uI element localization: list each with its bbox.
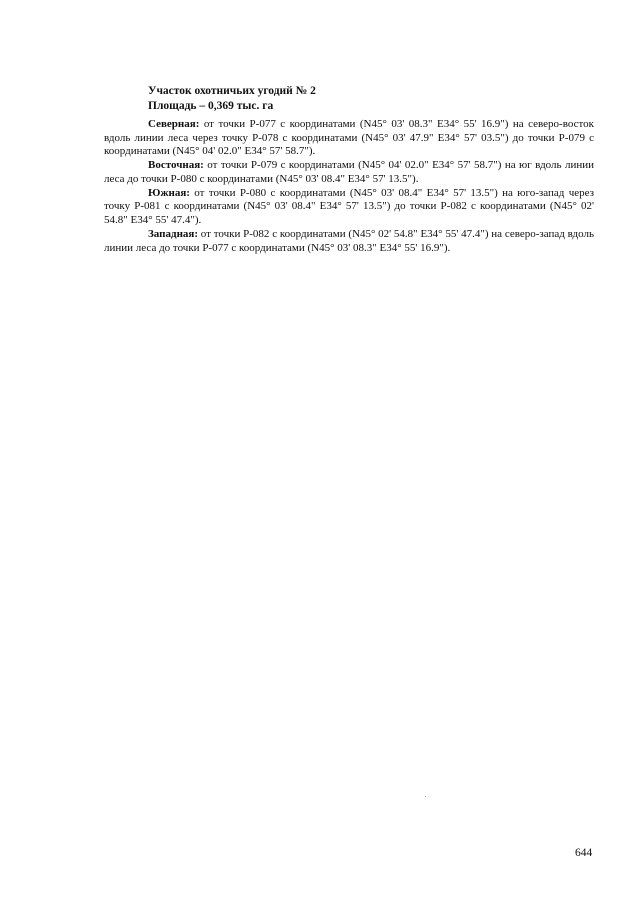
plot-area: Площадь – 0,369 тыс. га: [148, 100, 274, 112]
page-number: 644: [575, 847, 593, 859]
boundary-north: [104, 118, 594, 159]
direction-label: Западная:: [148, 227, 199, 240]
boundary-east: [104, 159, 594, 186]
boundary-text: от точки Р-077 с координатами (N45° 03' 08.3" E34° 55' 16.9") на северо-восток вдоль линии леса через точку Р-078 с координатами (N45° 03' 47.9" E34° 57' 03.5") до точки Р-079 с координатами (N45° 04' 02.0" E34° 57' 58.7").: [104, 118, 594, 158]
boundary-text: от точки Р-079 с координатами (N45° 04' 02.0" E34° 57' 58.7") на юг вдоль линии леса до точки Р-080 с координатами (N45° 03' 08.4" E34° 57' 13.5").: [104, 159, 594, 185]
scan-speck: [425, 796, 426, 797]
direction-label: Восточная:: [148, 159, 204, 172]
boundary-description: [104, 118, 594, 256]
boundary-south: [104, 187, 594, 228]
boundary-text: от точки Р-080 с координатами (N45° 03' 08.4" E34° 57' 13.5") на юго-запад через точку Р-081 с координатами (N45° 03' 08.4" E34° 57' 13.5") до точки Р-082 с координатами (N45° 02' 54.8" E34° 55' 47.4").: [104, 186, 594, 226]
direction-label: Южная:: [148, 186, 190, 199]
plot-title: Участок охотничьих угодий № 2: [148, 85, 316, 97]
boundary-text: от точки Р-082 с координатами (N45° 02' 54.8" E34° 55' 47.4") на северо-запад вдоль линии леса до точки Р-077 с координатами (N45° 03' 08.3" E34° 55' 16.9").: [104, 227, 594, 254]
boundary-west: [104, 228, 594, 255]
direction-label: Северная:: [148, 118, 200, 130]
